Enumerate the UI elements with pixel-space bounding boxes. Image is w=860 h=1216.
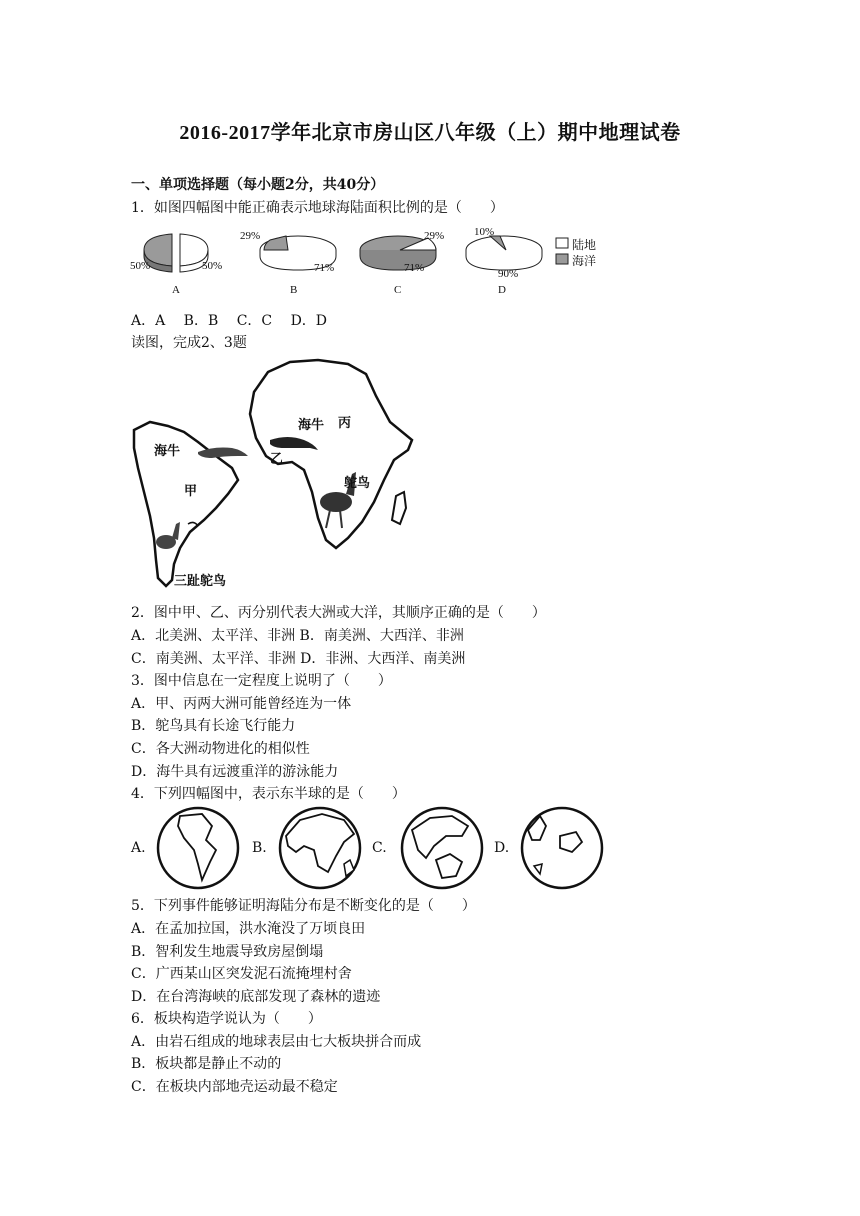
map-label-jia: 甲 [184,484,198,499]
section-heading: 一、单项选择题（每小题2分，共40分） [131,177,385,193]
question-6-stem: 6．板块构造学说认为（ ） [131,1011,322,1027]
legend-ocean-swatch [556,254,568,264]
question-5-option-c: C．广西某山区突发泥石流掩埋村舍 [131,966,352,982]
pie-b-label-top: 29% [240,230,261,242]
map-label-ostrich: 鸵鸟 [344,476,371,491]
question-5-stem: 5．下列事件能够证明海陆分布是不断变化的是（ ） [131,898,476,914]
map-label-rhea: 三趾鸵鸟 [174,574,227,589]
legend-ocean-label: 海洋 [572,254,597,268]
question-3-option-d: D．海牛具有远渡重洋的游泳能力 [131,764,339,780]
map-label-manatee-right: 海牛 [298,418,325,433]
map-label-yi: 乙 [270,452,284,467]
question-5-option-b: B．智利发生地震导致房屋倒塌 [131,944,324,960]
question-5-option-d: D．在台湾海峡的底部发现了森林的遗迹 [131,989,381,1005]
question-6-option-b: B．板块都是静止不动的 [131,1056,282,1072]
globe-b-label: B. [252,840,267,856]
pie-d-label-top: 10% [474,226,495,238]
question-1-options: A．A B．B C．C D．D [131,313,328,329]
globe-a-label: A. [131,840,146,856]
madagascar-outline [392,492,406,524]
pie-a-letter: A [172,284,180,296]
globe-b [274,806,366,890]
pie-d [466,236,542,270]
pie-a [144,234,208,272]
globe-d [516,806,608,890]
pie-d-label-bottom: 90% [498,268,519,280]
globe-d-label: D. [494,840,510,856]
question-3-stem: 3．图中信息在一定程度上说明了（ ） [131,673,392,689]
question-2-options-line1: A．北美洲、太平洋、非洲 B．南美洲、大西洋、非洲 [131,628,464,644]
continent-map-figure [128,352,428,592]
pie-b-letter: B [290,284,298,296]
legend-land-swatch [556,238,568,248]
question-1-stem: 1．如图四幅图中能正确表示地球海陆面积比例的是（ ） [131,200,504,216]
pie-charts-figure [128,224,608,300]
south-america-outline [134,422,238,586]
globe-c [396,806,488,890]
pie-charts-svg [128,224,608,300]
globe-a [152,806,244,890]
question-3-option-a: A．甲、丙两大洲可能曾经连为一体 [131,696,352,712]
question-3-option-b: B．鸵鸟具有长途飞行能力 [131,718,296,734]
question-5-option-a: A．在孟加拉国，洪水淹没了万顷良田 [131,921,366,937]
question-2-stem: 2．图中甲、乙、丙分别代表大洲或大洋，其顺序正确的是（ ） [131,605,546,621]
pie-b-label-bottom: 71% [314,262,335,274]
question-6-option-a: A．由岩石组成的地球表层由七大板块拼合而成 [131,1034,422,1050]
pie-a-label-right: 50% [202,260,223,272]
intro-questions-2-3: 读图，完成2、3题 [131,335,247,351]
map-label-manatee-left: 海牛 [154,444,181,459]
question-2-options-line2: C．南美洲、太平洋、非洲 D．非洲、大西洋、南美洲 [131,651,466,667]
map-label-bing: 丙 [338,416,352,431]
pie-c-label-top: 29% [424,230,445,242]
question-3-option-c: C．各大洲动物进化的相似性 [131,741,310,757]
page-title: 2016-2017学年北京市房山区八年级（上）期中地理试卷 [179,122,681,144]
pie-a-label-left: 50% [130,260,151,272]
pie-c-label-bottom: 71% [404,262,425,274]
pie-d-letter: D [498,284,506,296]
question-6-option-c: C．在板块内部地壳运动最不稳定 [131,1079,338,1095]
pie-c-letter: C [394,284,402,296]
question-4-stem: 4．下列四幅图中，表示东半球的是（ ） [131,786,406,802]
legend-land-label: 陆地 [572,238,597,252]
continent-map-svg [128,352,428,592]
globe-c-label: C. [372,840,387,856]
